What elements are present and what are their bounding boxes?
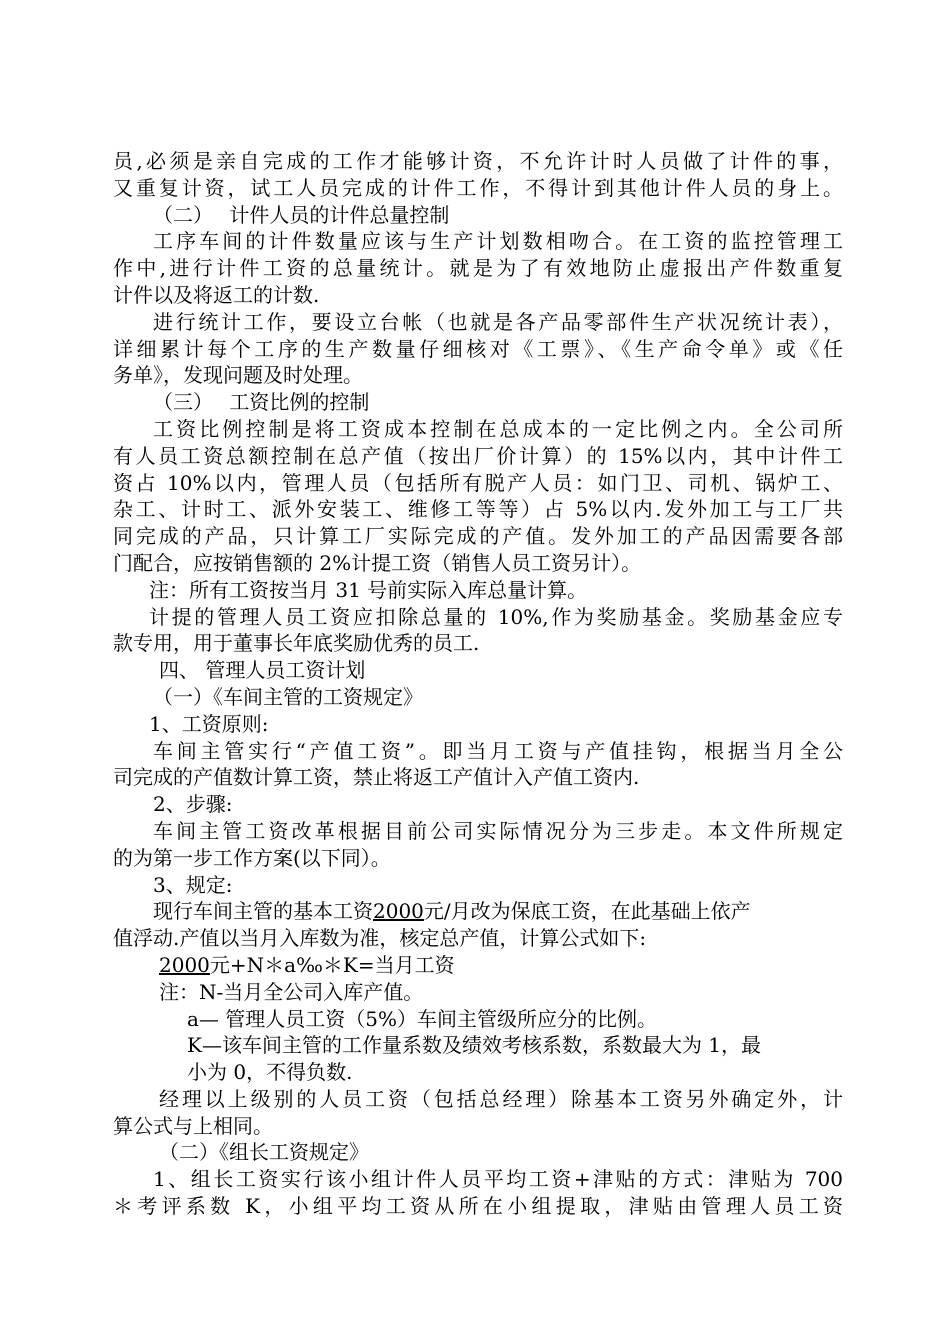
section-heading: 四、 管理人员工资计划: [159, 658, 366, 683]
text-line: 又重复计资，试工人员完成的计件工作，不得计到其他计件人员的身上。: [113, 175, 843, 200]
text-line: 详细累计每个工序的生产数量仔细核对《工票》、《生产命令单》或《任: [113, 336, 843, 361]
base-salary-amount: 2000: [373, 899, 424, 924]
text-line: 工序车间的计件数量应该与生产计划数相吻合。在工资的监控管理工: [153, 229, 843, 254]
document-body: [113, 148, 843, 1220]
text-line: 同完成的产品，只计算工厂实际完成的产值。发外加工的产品因需要各部: [113, 524, 843, 549]
text-line: 工资比例控制是将工资成本控制在总成本的一定比例之内。全公司所: [153, 416, 843, 441]
text-line: 资占 10%以内，管理人员（包括所有脱产人员：如门卫、司机、锅炉工、: [113, 470, 843, 495]
section-heading: （二） 计件人员的计件总量控制: [153, 202, 450, 227]
text-segment: 元/月改为保底工资，在此基础上依产: [423, 899, 751, 924]
text-line: 计提的管理人员工资应扣除总量的 10%,作为奖励基金。奖励基金应专: [149, 604, 843, 629]
text-line: 的为第一步工作方案(以下同）。: [113, 845, 391, 870]
text-line: 车间主管实行“产值工资”。即当月工资与产值挂钩，根据当月全公: [153, 738, 843, 763]
text-line: 算公式与上相同。: [113, 1113, 273, 1138]
definition-line: 小为 0，不得负数.: [187, 1060, 353, 1085]
text-line: 司完成的产值数计算工资，禁止将返工产值计入产值工资内.: [113, 765, 640, 790]
text-line: 门配合，应按销售额的 2%计提工资（销售人员工资另计）。: [113, 550, 642, 575]
note-line: 注：所有工资按当月 31 号前实际入库总量计算。: [149, 577, 588, 602]
text-line: 值浮动.产值以当月入库数为准，核定总产值，计算公式如下:: [113, 926, 647, 951]
text-line: ＊考评系数 K，小组平均工资从所在小组提取，津贴由管理人员工资: [113, 1194, 843, 1219]
text-line: 务单》，发现问题及时处理。: [113, 363, 363, 388]
section-heading: （二）《组长工资规定》: [159, 1140, 369, 1165]
definition-line: K—该车间主管的工作量系数及绩效考核系数，系数最大为 1，最: [187, 1033, 762, 1058]
text-line: 有人员工资总额控制在总产值（按出厂价计算）的 15%以内，其中计件工: [113, 443, 843, 468]
text-line: 计件以及将返工的计数.: [113, 282, 320, 307]
formula-text: 元+N＊a‰＊K=当月工资: [209, 952, 455, 977]
formula-base-amount: 2000: [159, 952, 210, 977]
text-line: 款专用，用于董事长年底奖励优秀的员工.: [113, 631, 480, 656]
subheading: 2、步骤:: [153, 792, 233, 817]
text-line: 1、组长工资实行该小组计件人员平均工资+津贴的方式：津贴为 700: [153, 1167, 843, 1192]
text-line: 进行统计工作，要设立台帐（也就是各产品零部件生产状况统计表），: [153, 309, 843, 334]
subheading: 3、规定:: [153, 872, 233, 897]
note-line: 注：N-当月全公司入库产值。: [159, 979, 424, 1004]
text-line: 经理以上级别的人员工资（包括总经理）除基本工资另外确定外，计: [159, 1086, 843, 1111]
text-line: 作中,进行计件工资的总量统计。就是为了有效地防止虚报出产件数重复: [113, 256, 843, 281]
definition-line: a— 管理人员工资（5%）车间主管级所应分的比例。: [187, 1006, 658, 1031]
text-segment: 现行车间主管的基本工资: [153, 899, 373, 924]
subheading: 1、工资原则:: [149, 711, 269, 736]
text-line: 员,必须是亲自完成的工作才能够计资，不允许计时人员做了计件的事，: [113, 149, 843, 173]
text-line: 车间主管工资改革根据目前公司实际情况分为三步走。本文件所规定: [153, 818, 843, 843]
section-heading: （一）《车间主管的工资规定》: [153, 684, 423, 709]
text-line: [113, 898, 843, 925]
formula-line: [113, 952, 843, 979]
section-heading: （三） 工资比例的控制: [153, 390, 370, 415]
text-line: 杂工、计时工、派外安装工、维修工等等）占 5%以内.发外加工与工厂共: [113, 497, 843, 522]
